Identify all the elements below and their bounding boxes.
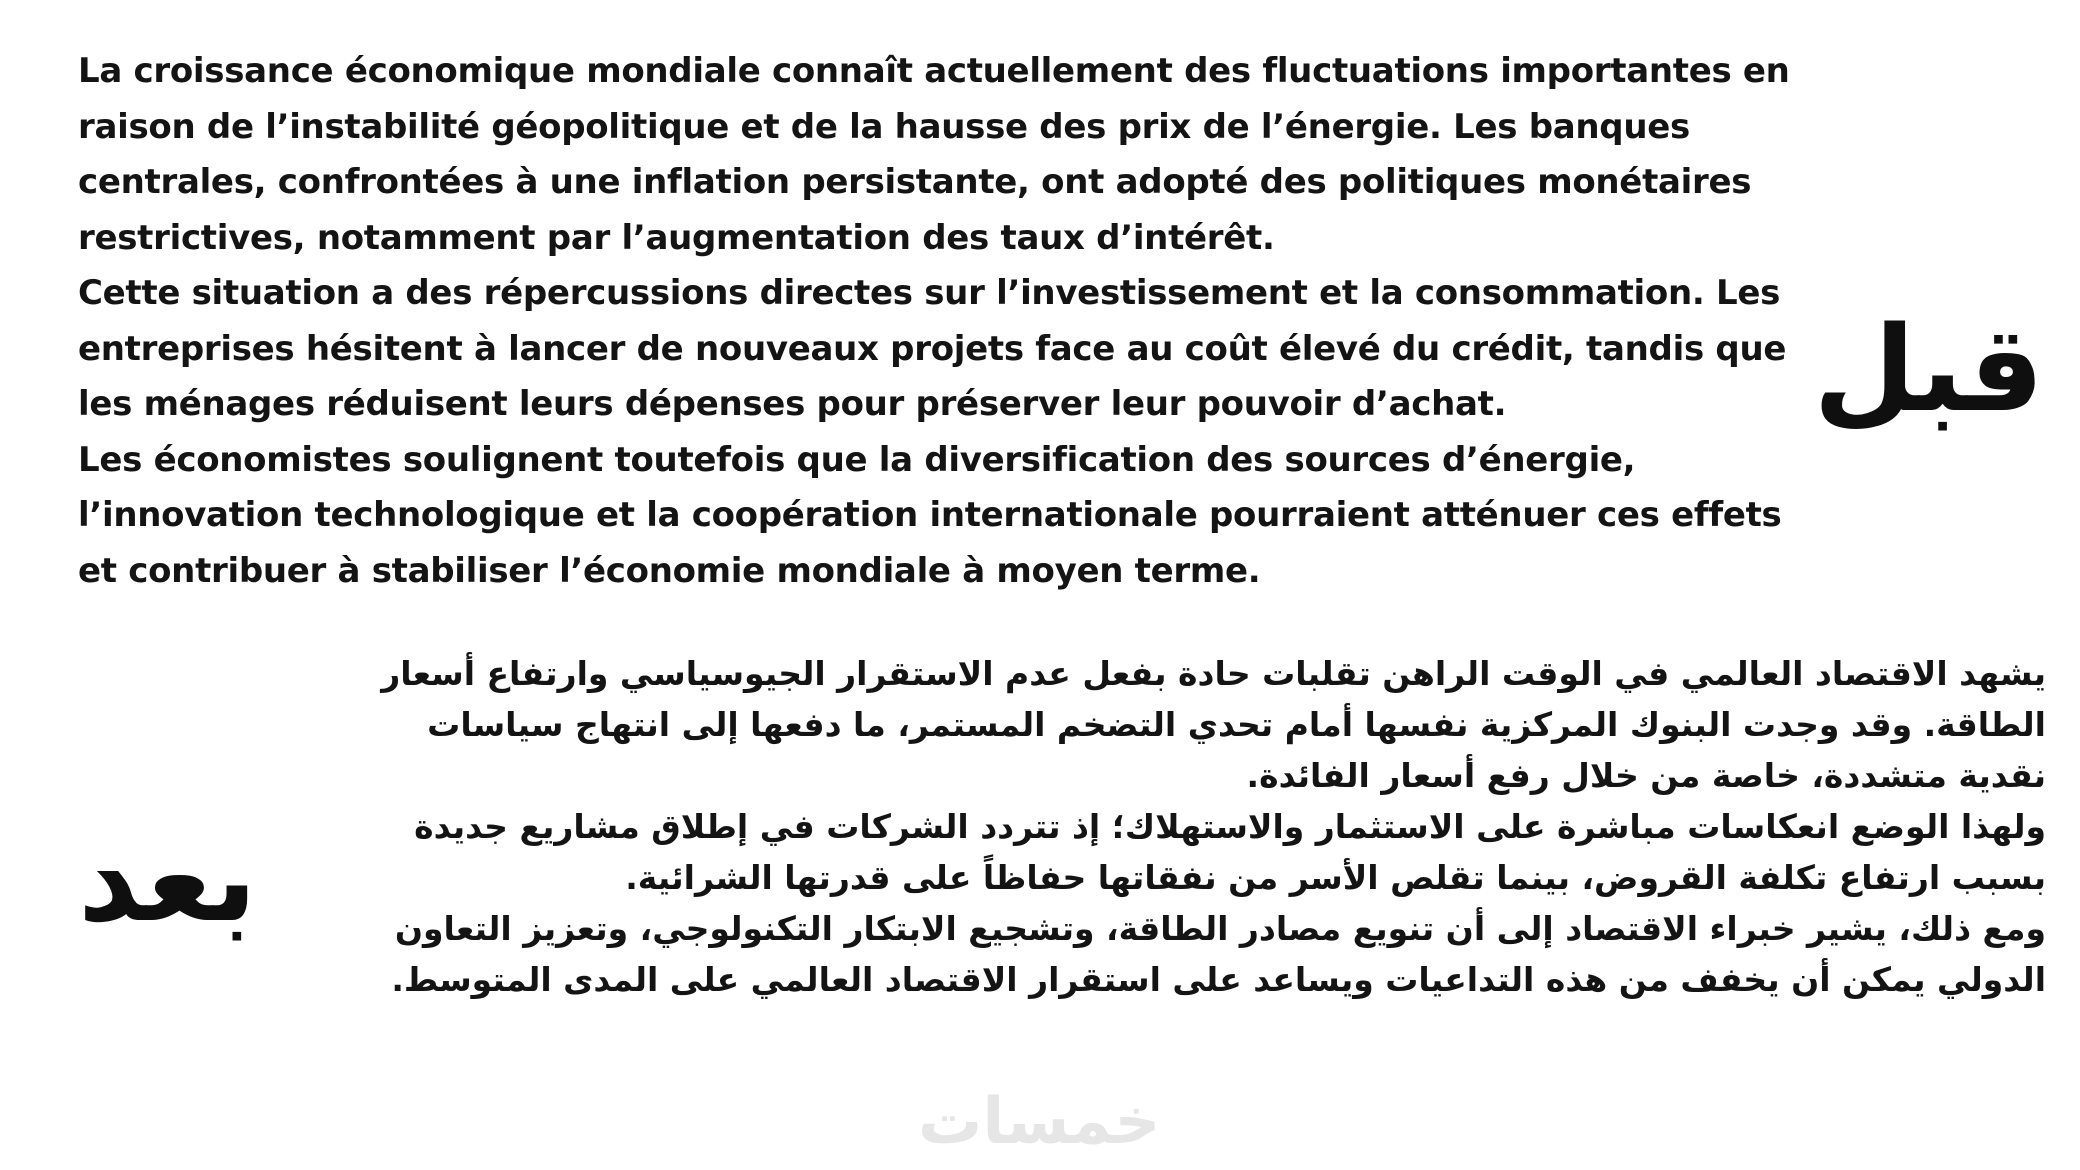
arabic-paragraph-2: ولهذا الوضع انعكاسات مباشرة على الاستثمار والاستهلاك؛ إذ تتردد الشركات في إطلاق مشاريع جديدة بسبب ارتفاع تكلفة القروض، بينما تقلص الأسر من نفقاتها حفاظاً على قدرتها الشرائية.: [414, 807, 2046, 897]
arabic-paragraph-3: ومع ذلك، يشير خبراء الاقتصاد إلى أن تنويع مصادر الطاقة، وتشجيع الابتكار التكنولوجي، وتعزيز التعاون الدولي يمكن أن يخفف من هذه التداعيات ويساعد على استقرار الاقتصاد العالمي على المدى المتوسط.: [391, 909, 2046, 999]
french-paragraph-1: La croissance économique mondiale connaît actuellement des fluctuations importantes en raison de l’instabilité géopolitique et de la hausse des prix de l’énergie. Les banques centrales, confrontées à une inflation persistante, ont adopté des politiques monétaires restrictives, notamment par l’augmentation des taux d’intérêt.: [78, 51, 1790, 258]
french-source-text: [78, 44, 1818, 599]
arabic-translated-text: [366, 648, 2046, 1005]
french-paragraph-2: Cette situation a des répercussions directes sur l’investissement et la consommation. Les entreprises hésitent à lancer de nouveaux projets face au coût élevé du crédit, tandis que les ménages réduisent leurs dépenses pour préserver leur pouvoir d’achat.: [78, 273, 1787, 424]
arabic-paragraph-1: يشهد الاقتصاد العالمي في الوقت الراهن تقلبات حادة بفعل عدم الاستقرار الجيوسياسي وارتفاع أسعار الطاقة. وقد وجدت البنوك المركزية نفسها أمام تحدي التضخم المستمر، ما دفعها إلى انتهاج سياسات نقدية متشددة، خاصة من خلال رفع أسعار الفائدة.: [381, 654, 2046, 795]
after-label: بعد: [78, 810, 258, 948]
french-paragraph-3: Les économistes soulignent toutefois que la diversification des sources d’énergie, l’innovation technologique et la coopération internationale pourraient atténuer ces effets et contribuer à stabiliser l’économie mondiale à moyen terme.: [78, 439, 1782, 591]
before-label: قبل: [1813, 300, 2044, 438]
watermark-logo: خمسات: [918, 1085, 1161, 1159]
